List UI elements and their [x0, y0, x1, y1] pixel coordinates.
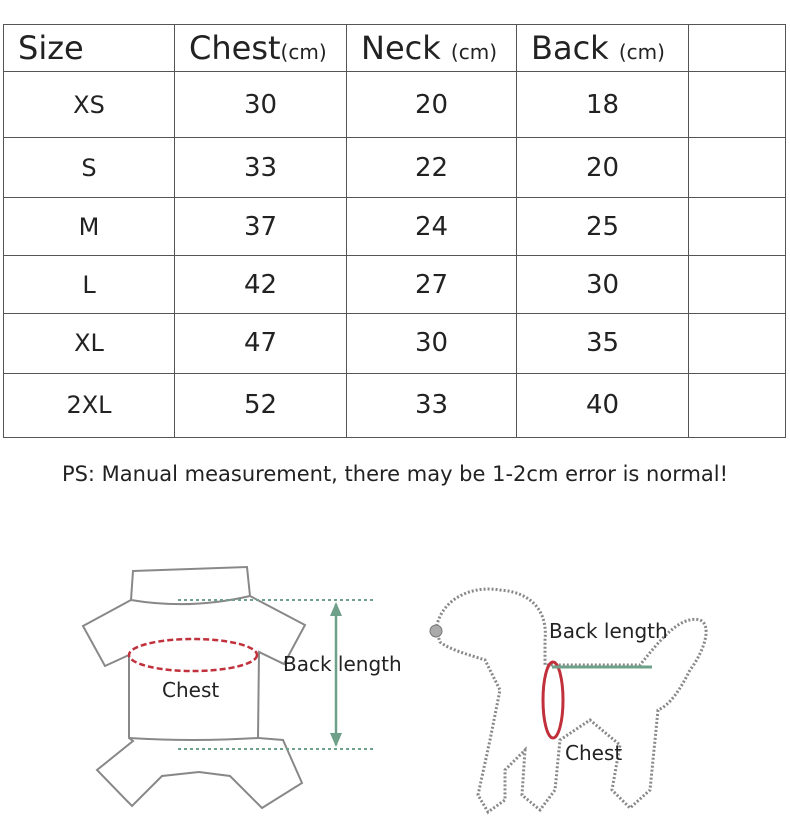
back-cell: 40 [517, 373, 689, 437]
chest-cell: 37 [175, 198, 347, 256]
size-cell: L [4, 256, 175, 313]
chest-cell: 30 [175, 72, 347, 138]
dog-back-label: Back length [549, 619, 668, 643]
size-cell: 2XL [4, 373, 175, 437]
neck-cell: 20 [347, 72, 517, 138]
chest-cell: 47 [175, 313, 347, 373]
table-row [4, 72, 786, 138]
neck-cell: 22 [347, 138, 517, 198]
garment-back-arrow-head-bottom [330, 733, 342, 747]
chest-cell: 33 [175, 138, 347, 198]
header-neck [347, 25, 517, 72]
size-cell: M [4, 198, 175, 256]
garment-back-label: Back length [283, 652, 402, 676]
neck-cell: 33 [347, 373, 517, 437]
back-cell: 20 [517, 138, 689, 198]
neck-cell: 30 [347, 313, 517, 373]
header-neck-label: Neck [361, 29, 441, 67]
header-size [4, 25, 175, 72]
table-row [4, 138, 786, 198]
garment-chest-label: Chest [162, 678, 220, 702]
header-chest [175, 25, 347, 72]
blank-cell [689, 138, 786, 198]
blank-cell [689, 256, 786, 313]
header-back-unit: (cm) [618, 40, 665, 64]
header-blank [689, 25, 786, 72]
size-cell: S [4, 138, 175, 198]
header-chest-unit: (cm) [280, 40, 327, 64]
garment-chest-marker [129, 639, 257, 671]
header-neck-unit: (cm) [450, 40, 498, 64]
size-cell: XL [4, 313, 175, 373]
neck-cell: 27 [347, 256, 517, 313]
chest-cell: 42 [175, 256, 347, 313]
table-row [4, 198, 786, 256]
garment-waist [129, 738, 258, 740]
back-cell: 18 [517, 72, 689, 138]
blank-cell [689, 72, 786, 138]
header-back-label: Back [531, 29, 609, 67]
dog-nose-icon [430, 625, 442, 637]
measurement-note: PS: Manual measurement, there may be 1-2cm error is normal! [61, 462, 729, 486]
back-cell: 25 [517, 198, 689, 256]
table-header-row [4, 25, 786, 72]
measurement-diagram [0, 520, 790, 827]
dog-chest-marker [543, 662, 563, 738]
header-size-label: Size [18, 29, 84, 67]
blank-cell [689, 313, 786, 373]
size-cell: XS [4, 72, 175, 138]
header-back [517, 25, 689, 72]
table-row [4, 256, 786, 313]
blank-cell [689, 198, 786, 256]
header-chest-label: Chest [189, 29, 281, 67]
size-chart-table [3, 24, 786, 438]
blank-cell [689, 373, 786, 437]
garment-back-arrow-head-top [330, 602, 342, 616]
chest-cell: 52 [175, 373, 347, 437]
table-row [4, 373, 786, 437]
table-row [4, 313, 786, 373]
dog-chest-label: Chest [565, 741, 623, 765]
neck-cell: 24 [347, 198, 517, 256]
back-cell: 35 [517, 313, 689, 373]
back-cell: 30 [517, 256, 689, 313]
